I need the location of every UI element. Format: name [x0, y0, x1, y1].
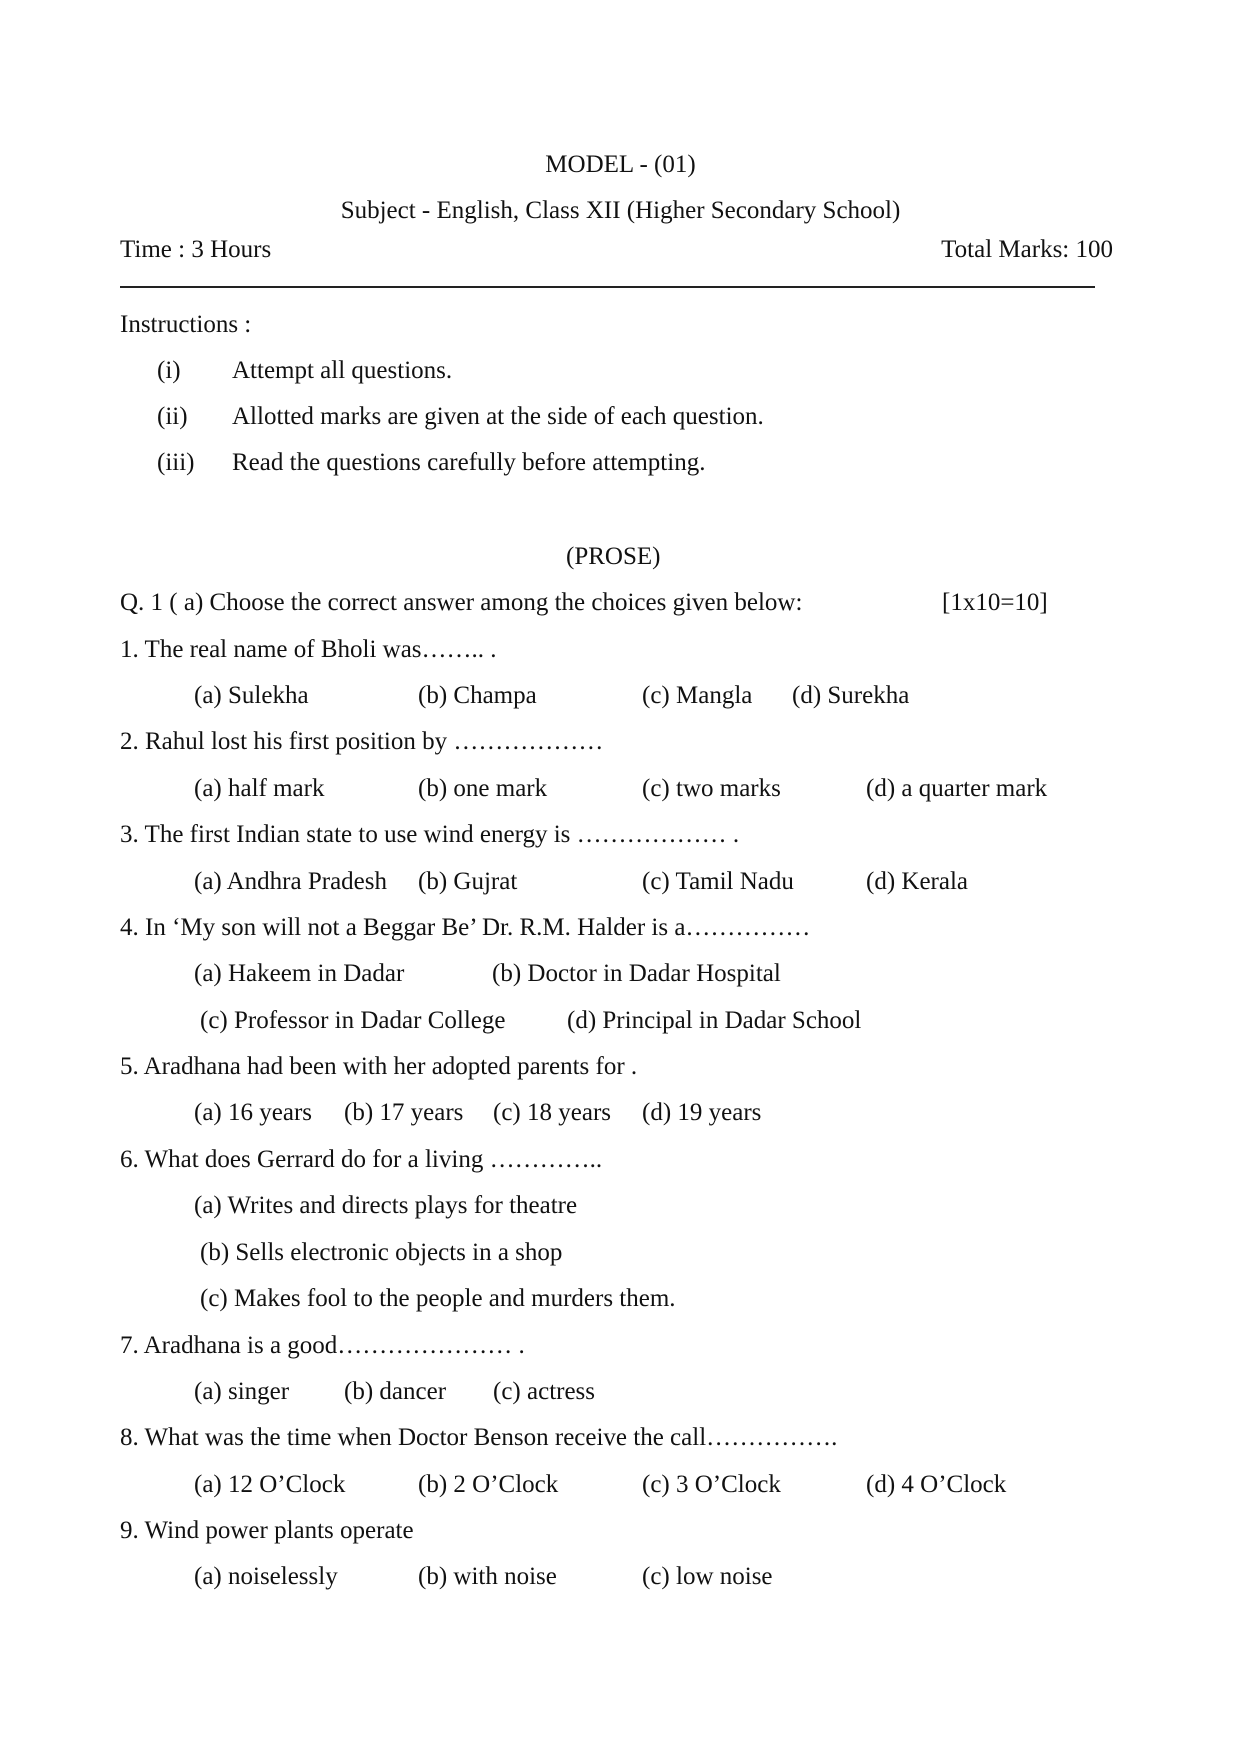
option: (b) Champa	[418, 682, 537, 709]
option: (b) one mark	[418, 775, 548, 802]
option: (c) actress	[493, 1378, 596, 1405]
option: (a) Sulekha	[194, 682, 309, 709]
option: (d) Surekha	[792, 682, 910, 709]
subject-line: Subject - English, Class XII (Higher Secondary School)	[340, 197, 901, 224]
option: (a) Hakeem in Dadar	[194, 960, 405, 987]
option: (b) 2 O’Clock	[418, 1471, 559, 1498]
option: (a) Andhra Pradesh	[194, 868, 387, 895]
option: (c) Tamil Nadu	[642, 868, 794, 895]
instructions-heading: Instructions :	[120, 311, 252, 338]
option: (c) 18 years	[493, 1099, 611, 1126]
option: (a) 16 years	[194, 1099, 312, 1126]
instruction-text: Allotted marks are given at the side of each question.	[232, 403, 764, 430]
instruction-num: (iii)	[157, 449, 195, 476]
instruction-text: Attempt all questions.	[232, 357, 453, 384]
marks-label: [1x10=10]	[942, 589, 1048, 616]
instruction-num: (i)	[157, 357, 181, 384]
option: (c) 3 O’Clock	[642, 1471, 781, 1498]
option: (a) Writes and directs plays for theatre	[194, 1192, 578, 1219]
option: (b) dancer	[344, 1378, 447, 1405]
option: (c) Professor in Dadar College	[200, 1007, 506, 1034]
section-title: (PROSE)	[566, 543, 661, 570]
question-heading: Q. 1 ( a) Choose the correct answer among the choices given below:	[120, 589, 803, 616]
option: (b) Sells electronic objects in a shop	[200, 1239, 563, 1266]
question-text: 3. The first Indian state to use wind energy is ……………… .	[120, 821, 740, 848]
option: (c) two marks	[642, 775, 781, 802]
time-label: Time : 3 Hours	[120, 236, 272, 263]
option: (c) Mangla	[642, 682, 753, 709]
question-text: 9. Wind power plants operate	[120, 1517, 414, 1544]
option: (d) 4 O’Clock	[866, 1471, 1007, 1498]
option: (b) with noise	[418, 1563, 557, 1590]
model-title: MODEL - (01)	[545, 151, 696, 178]
question-text: 6. What does Gerrard do for a living …………..	[120, 1146, 603, 1173]
option: (c) Makes fool to the people and murders them.	[200, 1285, 676, 1312]
option: (d) Kerala	[866, 868, 969, 895]
question-text: 4. In ‘My son will not a Beggar Be’ Dr. R.M. Halder is a……………	[120, 914, 811, 941]
option: (d) 19 years	[642, 1099, 762, 1126]
option: (d) Principal in Dadar School	[567, 1007, 862, 1034]
option: (a) 12 O’Clock	[194, 1471, 346, 1498]
instruction-num: (ii)	[157, 403, 188, 430]
option: (b) Doctor in Dadar Hospital	[492, 960, 781, 987]
option: (b) Gujrat	[418, 868, 518, 895]
instruction-text: Read the questions carefully before attempting.	[232, 449, 706, 476]
option: (a) noiselessly	[194, 1563, 338, 1590]
option: (a) half mark	[194, 775, 325, 802]
header-divider	[120, 286, 1095, 288]
total-marks: Total Marks: 100	[941, 236, 1113, 263]
option: (b) 17 years	[344, 1099, 464, 1126]
option: (d) a quarter mark	[866, 775, 1048, 802]
question-text: 7. Aradhana is a good………………… .	[120, 1332, 525, 1359]
question-text: 2. Rahul lost his first position by ………………	[120, 728, 604, 755]
question-text: 1. The real name of Bholi was…….. .	[120, 636, 497, 663]
question-text: 8. What was the time when Doctor Benson receive the call…………….	[120, 1424, 838, 1451]
option: (a) singer	[194, 1378, 290, 1405]
option: (c) low noise	[642, 1563, 773, 1590]
question-text: 5. Aradhana had been with her adopted parents for .	[120, 1053, 638, 1080]
